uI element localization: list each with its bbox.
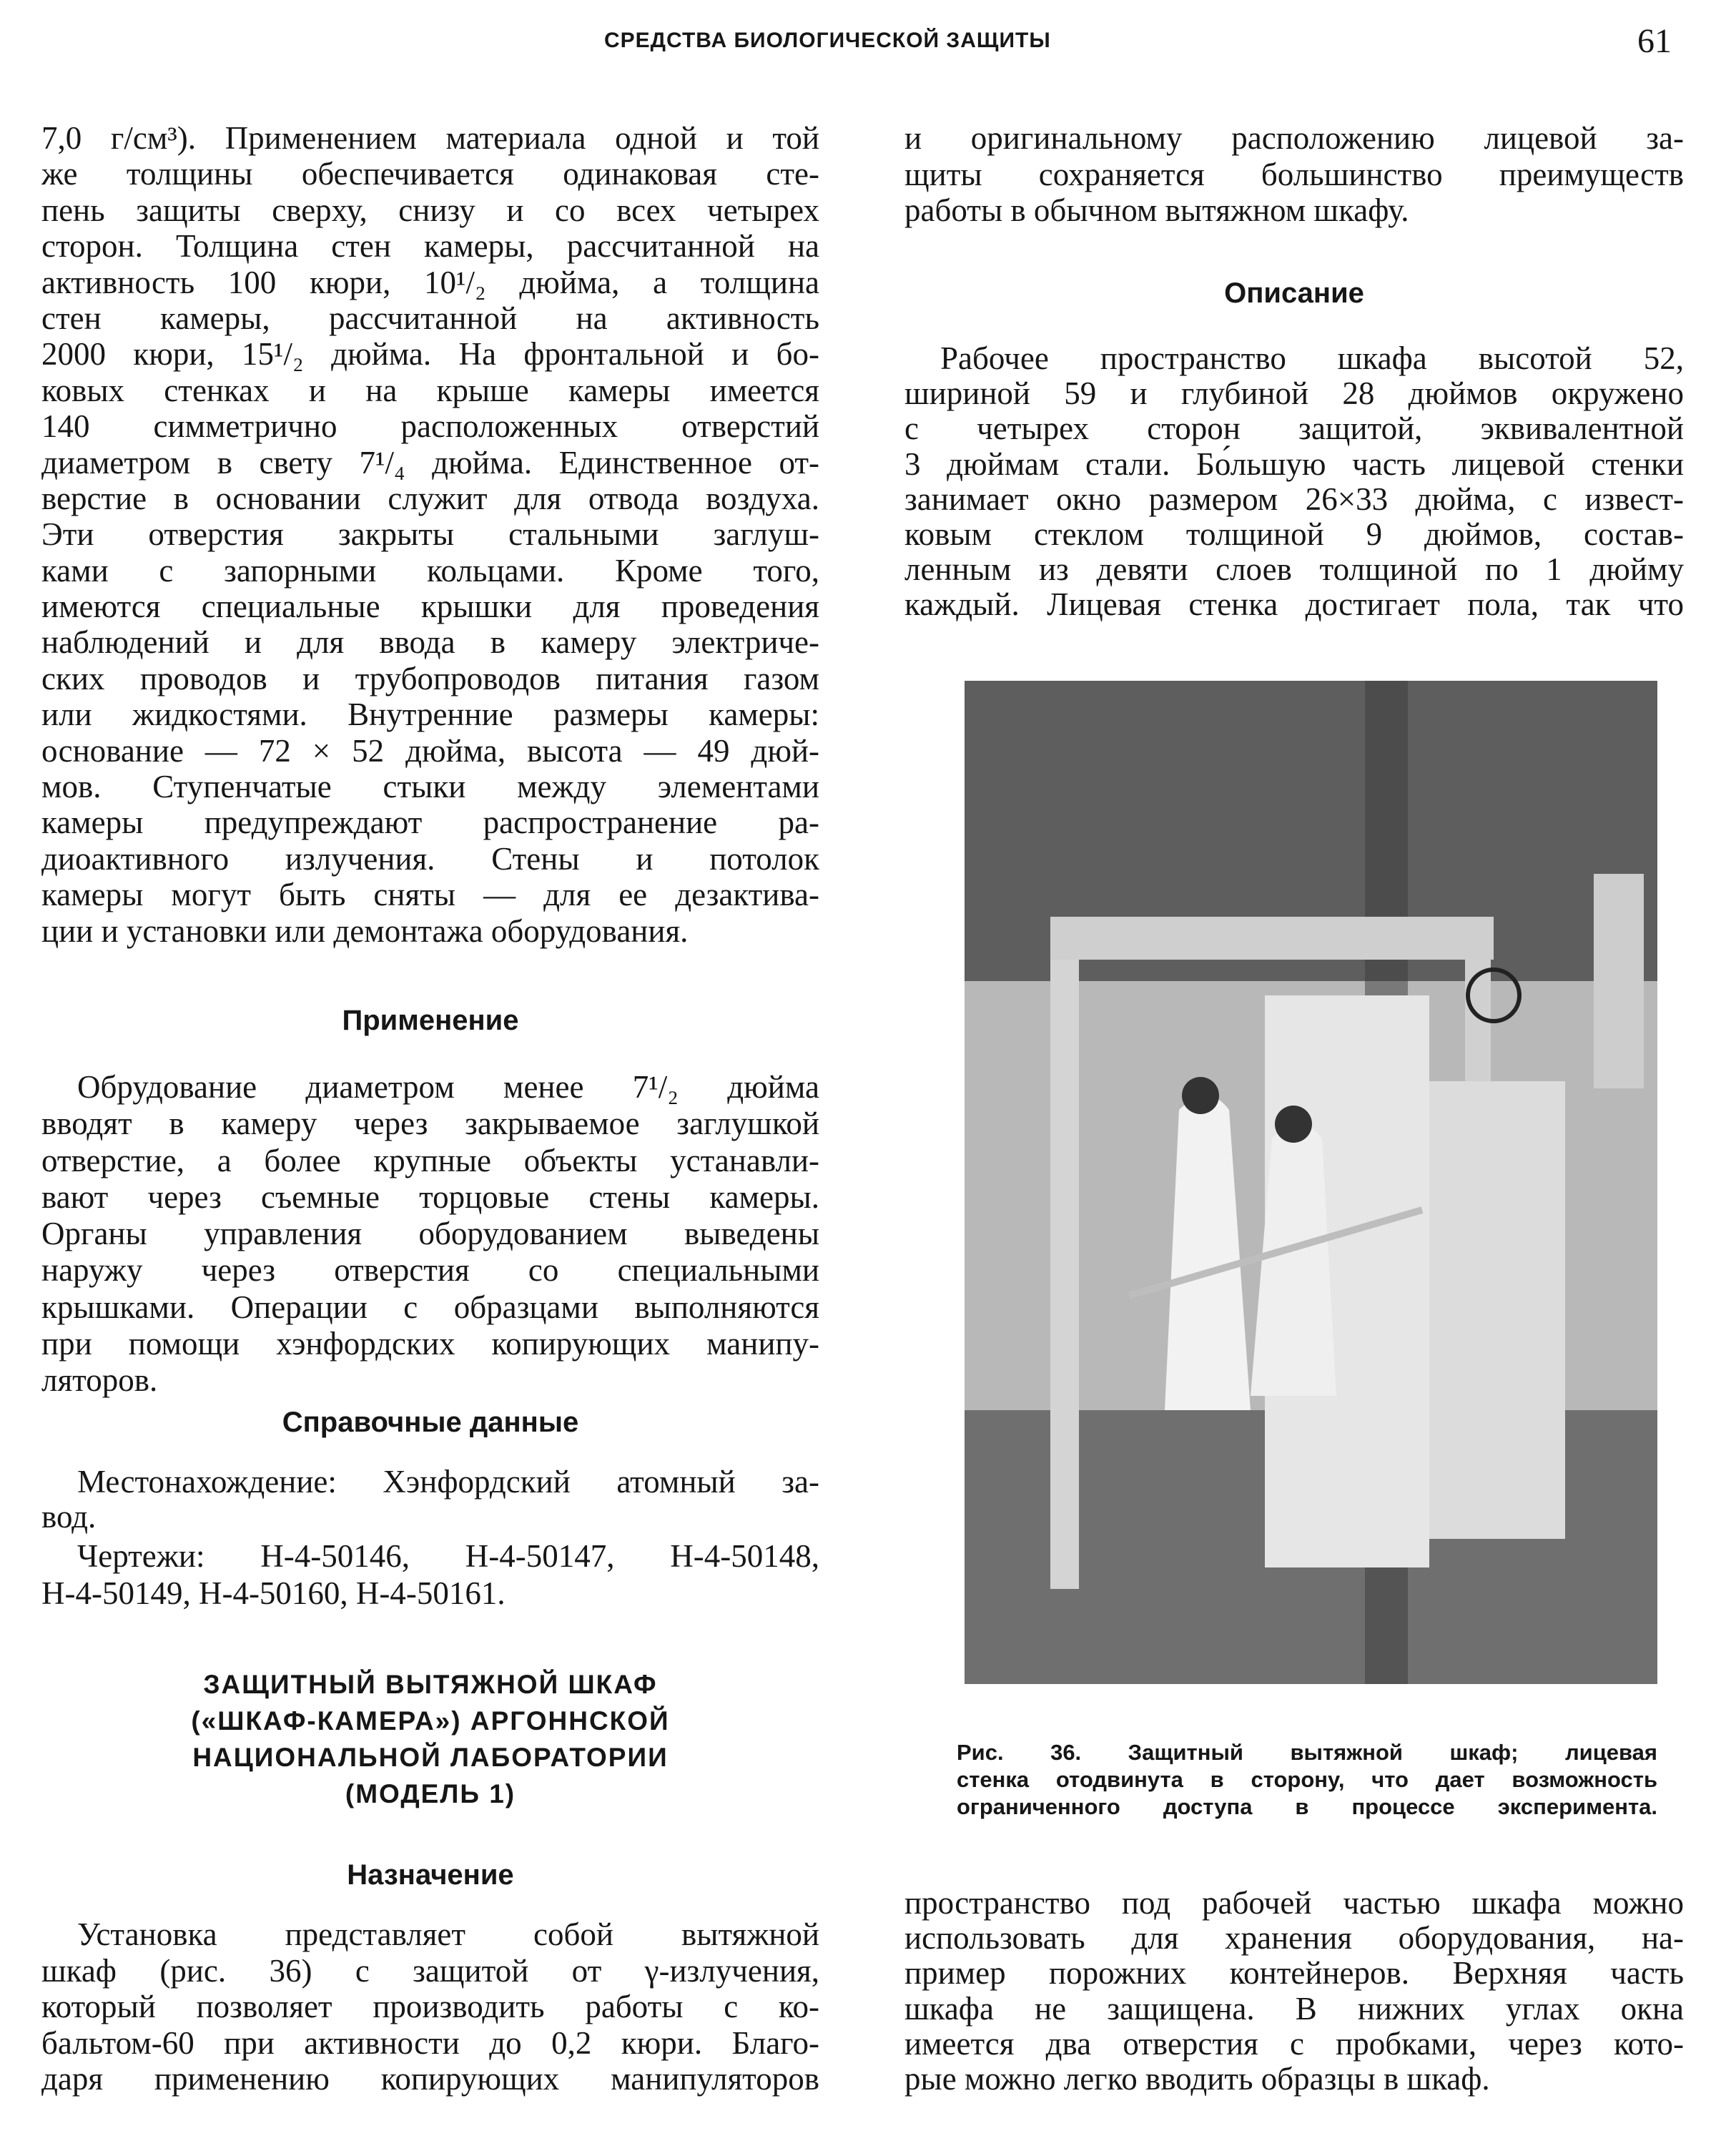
text-line: ковых стенках и на крыше камеры имеется (41, 372, 819, 408)
text-line: 2000 кюри, 15¹/₂ дюйма. На фронтальной и бо- (41, 336, 819, 373)
caption-line: Рис. 36. Защитный вытяжной шкаф; лицевая (957, 1740, 1657, 1765)
text-line: наблюдений и для ввода в камеру электриче- (41, 624, 819, 661)
title-line: НАЦИОНАЛЬНОЙ ЛАБОРАТОРИИ (192, 1743, 669, 1772)
heading-reference-data: Справочные данные (282, 1407, 579, 1438)
text-line: и оригинальному расположению лицевой за- (904, 120, 1684, 156)
text-line: занимает окно размером 26×33 дюйма, с извест- (904, 481, 1684, 517)
text-line: наружу через отверстия со специальными (41, 1252, 819, 1289)
reference-drawings (41, 1537, 819, 1612)
heading-purpose: Назначение (347, 1859, 514, 1891)
text-line: Органы управления оборудованием выведены (41, 1216, 819, 1252)
text-line: который позволяет производить работы с ко- (41, 1989, 819, 2024)
text-line: диоактивного излучения. Стены и потолок (41, 840, 819, 877)
running-title: СРЕДСТВА БИОЛОГИЧЕСКОЙ ЗАЩИТЫ (604, 29, 1051, 52)
paragraph-intro-right (904, 120, 1684, 229)
text-line: ских проводов и трубопроводов питания газом (41, 660, 819, 696)
paragraph-description (904, 341, 1684, 623)
text-line: или жидкостями. Внутренние размеры камеры: (41, 696, 819, 733)
fume-hood-photo-image (965, 681, 1657, 1684)
text-line: пример порожних контейнеров. Верхняя часть (904, 1955, 1684, 1992)
text-line: активность 100 кюри, 10¹/₂ дюйма, а толщина (41, 264, 819, 300)
text-line: щиты сохраняется большинство преимуществ (904, 156, 1684, 192)
text-line: диаметром в свету 7¹/₄ дюйма. Единственное от- (41, 444, 819, 481)
text-line: Местонахождение: Хэнфордский атомный за- (77, 1464, 819, 1500)
paragraph-purpose (41, 1916, 819, 2097)
text-line: пространство под рабочей частью шкафа можно (904, 1885, 1684, 1921)
text-line: ленным из девяти слоев толщиной по 1 дюйму (904, 551, 1684, 588)
text-line: рые можно легко вводить образцы в шкаф. (904, 2060, 1490, 2097)
text-line: основание — 72 × 52 дюйма, высота — 49 дюй- (41, 732, 819, 769)
text-line: Рабочее пространство шкафа высотой 52, (940, 340, 1684, 376)
paragraph-application (41, 1069, 819, 1399)
text-line: Обрудование диаметром менее 7¹/₂ дюйма (77, 1069, 819, 1105)
text-line: даря применению копирующих манипуляторов (41, 2061, 819, 2097)
text-line: 7,0 г/см³). Применением материала одной и той (41, 120, 819, 156)
text-line: отверстие, а более крупные объекты устанавли- (41, 1142, 819, 1178)
text-line: 140 симметрично расположенных отверстий (41, 408, 819, 445)
paragraph-intro-left (41, 120, 819, 949)
text-line: имеется два отверстия с пробками, через кото- (904, 2025, 1684, 2062)
section-title (41, 1666, 819, 1812)
reference-location (41, 1465, 819, 1535)
caption-line: ограниченного доступа в процессе эксперимента. (957, 1794, 1657, 1819)
text-line: же толщины обеспечивается одинаковая сте- (41, 156, 819, 192)
text-line: бальтом-60 при активности до 0,2 кюри. Благо- (41, 2024, 819, 2061)
text-line: использовать для хранения оборудования, на- (904, 1920, 1684, 1956)
text-line: вают через съемные торцовые стены камеры. (41, 1178, 819, 1215)
text-line: ции и установки или демонтажа оборудования. (41, 912, 689, 949)
text-line: пень защиты сверху, снизу и со всех четырех (41, 192, 819, 228)
text-line: вводят в камеру через закрываемое заглушкой (41, 1106, 819, 1142)
text-line: Чертежи: Н-4-50146, Н-4-50147, Н-4-50148, (77, 1538, 819, 1574)
text-line: Н-4-50149, Н-4-50160, Н-4-50161. (41, 1575, 506, 1611)
text-line: с четырех сторон защитой, эквивалентной (904, 410, 1684, 447)
title-line: (МОДЕЛЬ 1) (345, 1779, 516, 1808)
text-line: вод. (41, 1499, 97, 1535)
text-line: Установка представляет собой вытяжной (77, 1916, 819, 1952)
text-line: каждый. Лицевая стенка достигает пола, так что (904, 586, 1684, 623)
text-line: Эти отверстия закрыты стальными заглуш- (41, 516, 819, 553)
text-line: стен камеры, рассчитанной на активность (41, 300, 819, 336)
text-line: 3 дюймам стали. Бо́льшую часть лицевой стенки (904, 446, 1684, 482)
caption-line: стенка отодвинута в сторону, что дает возможность (957, 1767, 1657, 1792)
text-line: верстие в основании служит для отвода воздуха. (41, 480, 819, 516)
text-line: ками с запорными кольцами. Кроме того, (41, 552, 819, 589)
figure-36-photo (965, 681, 1657, 1684)
text-line: шириной 59 и глубиной 28 дюймов окружено (904, 375, 1684, 412)
text-line: крышками. Операции с образцами выполняются (41, 1289, 819, 1325)
text-line: сторон. Толщина стен камеры, рассчитанной на (41, 228, 819, 265)
paragraph-continuation (904, 1886, 1684, 2097)
text-line: шкаф (рис. 36) с защитой от γ-излучения, (41, 1952, 819, 1989)
title-line: ЗАЩИТНЫЙ ВЫТЯЖНОЙ ШКАФ (203, 1670, 658, 1699)
heading-application: Применение (342, 1005, 519, 1036)
text-line: мов. Ступенчатые стыки между элементами (41, 769, 819, 805)
text-line: при помощи хэнфордских копирующих манипу- (41, 1326, 819, 1362)
text-line: камеры могут быть сняты — для ее дезактива- (41, 877, 819, 913)
text-line: ляторов. (41, 1362, 158, 1399)
figure-caption (957, 1739, 1657, 1821)
text-line: камеры предупреждают распространение ра- (41, 804, 819, 841)
text-line: шкафа не защищена. В нижних углах окна (904, 1990, 1684, 2027)
text-line: имеются специальные крышки для проведения (41, 589, 819, 625)
page-number: 61 (1637, 22, 1672, 60)
text-line: работы в обычном вытяжном шкафу. (904, 192, 1409, 228)
text-line: ковым стеклом толщиной 9 дюймов, состав- (904, 516, 1684, 552)
heading-description: Описание (1224, 277, 1364, 309)
title-line: («ШКАФ-КАМЕРА») АРГОННСКОЙ (191, 1706, 670, 1736)
